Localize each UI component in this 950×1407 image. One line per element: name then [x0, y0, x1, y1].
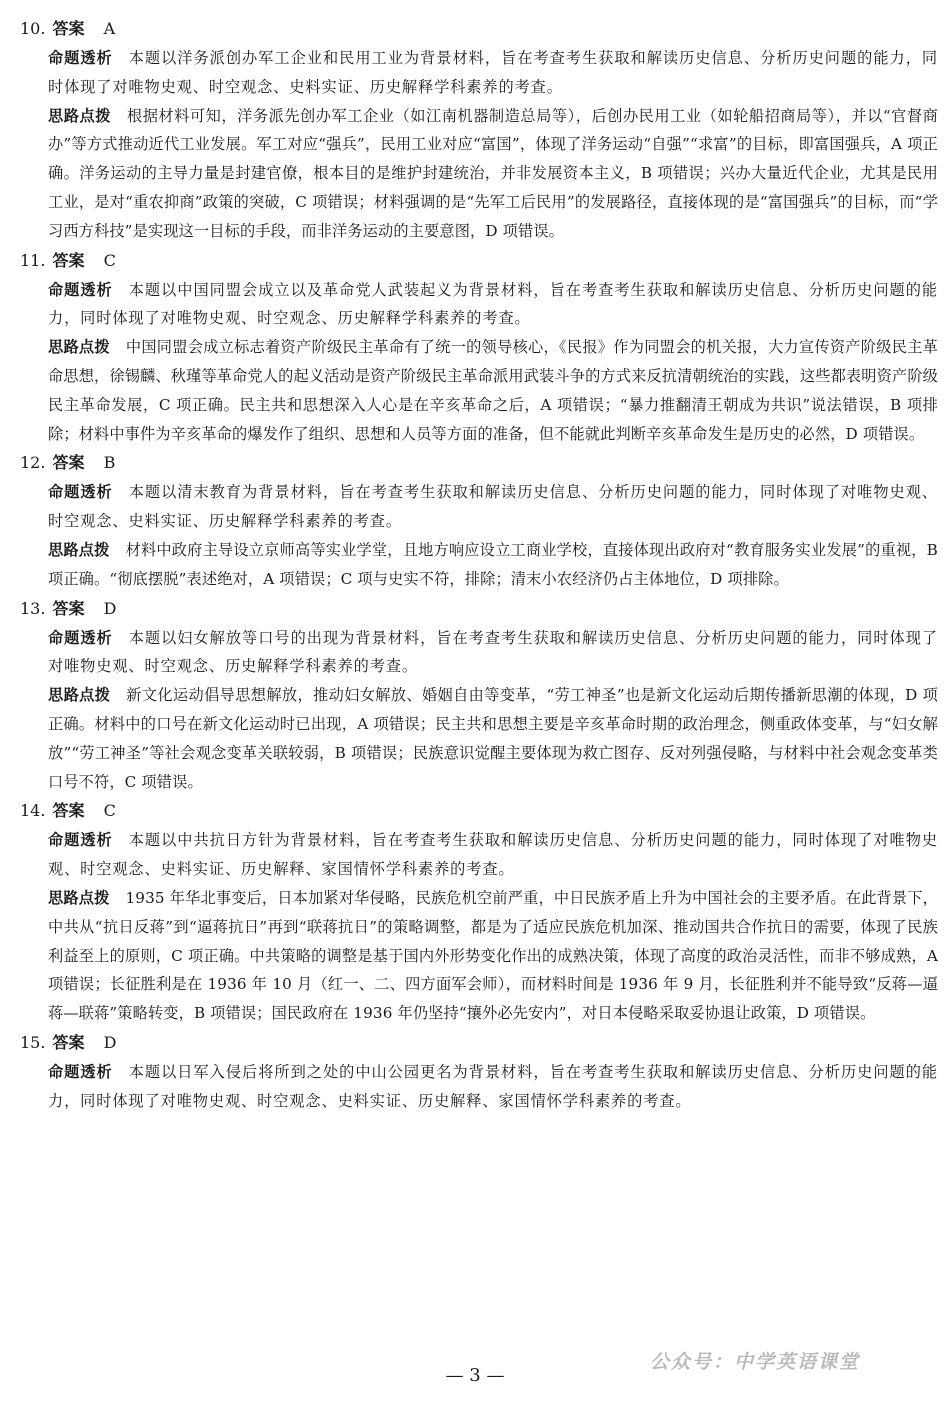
question-header [20, 246, 938, 276]
question-number: 12. [20, 453, 46, 473]
answer-label: 答案 [52, 250, 85, 270]
analysis-paragraph [48, 276, 938, 334]
analysis-text: 本题以洋务派创办军工企业和民用工业为背景材料，旨在考查考生获取和解读历史信息、分析历史问题的能力，同时体现了对唯物史观、时空观念、史料实证、历史解释学科素养的考查。 [48, 49, 938, 96]
analysis-paragraph [48, 1058, 938, 1116]
explanation-text: 1935 年华北事变后，日本加紧对华侵略，民族危机空前严重，中日民族矛盾上升为中国社会的主要矛盾。在此背景下，中共从“抗日反蒋”到“逼蒋抗日”再到“联蒋抗日”的策略调整，都是为了适应民族危机加深、推动国共合作抗日的需要，体现了民族利益至上的原则，C 项正确。中共策略的调整是基于国内外形势变化作出的成熟决策，体现了高度的政治灵活性，而非不够成熟，A 项错误；长征胜利是在 1936 年 10 月（红一、二、四方面军会师），而材料时间是 1936 年 9 月，长征胜利并不能导致“反蒋—逼蒋—联蒋”策略转变，B 项错误；国民政府在 1936 年仍坚持“攘外必先安内”，对日本侵略采取妥协退让政策，D 项错误。 [48, 888, 938, 1023]
analysis-label: 命题透析 [48, 49, 113, 67]
analysis-label: 命题透析 [48, 483, 113, 502]
analysis-text: 本题以清末教育为背景材料，旨在考查考生获取和解读历史信息、分析历史问题的能力，同时体现了对唯物史观、时空观念、史料实证、历史解释学科素养的考查。 [48, 483, 938, 531]
explanation-label: 思路点拨 [48, 888, 110, 907]
explanation-text: 材料中政府主导设立京师高等实业学堂，且地方响应设立工商业学校，直接体现出政府对“教育服务实业发展”的重视，B 项正确。“彻底摆脱”表述绝对，A 项错误；C 项与史实不符，排除；清末小农经济仍占主体地位，D 项排除。 [48, 540, 938, 588]
question-number: 14. [20, 801, 46, 821]
question-header [20, 796, 938, 826]
analysis-paragraph [48, 826, 938, 884]
watermark: 公众号：中学英语课堂 [649, 1351, 860, 1373]
question-header [20, 14, 938, 44]
explanation-text: 根据材料可知，洋务派先创办军工企业（如江南机器制造总局等），后创办民用工业（如轮船招商局等），并以“官督商办”等方式推动近代工业发展。军工对应“强兵”，民用工业对应“富国”，体现了洋务运动“自强”“求富”的目标，即富国强兵，A 项正确。洋务运动的主导力量是封建官僚，根本目的是维护封建统治，并非发展资本主义，B 项错误；兴办大量近代企业，尤其是民用工业，是对“重农抑商”政策的突破，C 项错误；材料强调的是“先军工后民用”的发展路径，直接体现的是“富国强兵”的目标，而“学习西方科技”是实现这一目标的手段，而非洋务运动的主要意图，D 项错误。 [48, 106, 938, 240]
answer-value: A [103, 19, 116, 38]
analysis-paragraph [48, 624, 938, 682]
answer-label: 答案 [52, 453, 85, 473]
page-number: — 3 — [445, 1365, 505, 1386]
explanation-paragraph [48, 536, 938, 594]
answer-value: B [103, 453, 116, 473]
explanation-paragraph [48, 333, 938, 448]
analysis-text: 本题以中共抗日方针为背景材料，旨在考查考生获取和解读历史信息、分析历史问题的能力，同时体现了对唯物史观、时空观念、史料实证、历史解释、家国情怀学科素养的考查。 [48, 831, 938, 879]
explanation-label: 思路点拨 [48, 338, 110, 357]
question-number: 11. [20, 250, 46, 270]
explanation-paragraph [48, 884, 938, 1028]
question-header [20, 594, 938, 624]
analysis-label: 命题透析 [48, 831, 113, 850]
question-10 [20, 14, 938, 246]
explanation-text: 中国同盟会成立标志着资产阶级民主革命有了统一的领导核心，《民报》作为同盟会的机关报，大力宣传资产阶级民主革命思想，徐锡麟、秋瑾等革命党人的起义活动是资产阶级民主革命派用武装斗争的方式来反抗清朝统治的实践，这些都表明资产阶级民主革命发展，C 项正确。民主共和思想深入人心是在辛亥革命之后，A 项错误；“暴力推翻清王朝成为共识”说法错误，B 项排除；材料中事件为辛亥革命的爆发作了组织、思想和人员等方面的准备，但不能就此判断辛亥革命发生是历史的必然，D 项错误。 [48, 338, 938, 443]
question-14 [20, 796, 938, 1028]
answer-value: C [103, 250, 116, 270]
explanation-text: 新文化运动倡导思想解放，推动妇女解放、婚姻自由等变革，“劳工神圣”也是新文化运动后期传播新思潮的体现，D 项正确。材料中的口号在新文化运动时已出现，A 项错误；民主共和思想主要是辛亥革命时期的政治理念，侧重政体变革，与“妇女解放”“劳工神圣”等社会观念变革关联较弱，B 项错误；民族意识觉醒主要体现为救亡图存、反对列强侵略，与材料中社会观念变革类口号不符，C 项错误。 [48, 686, 938, 791]
question-12 [20, 448, 938, 593]
question-13 [20, 594, 938, 797]
explanation-label: 思路点拨 [48, 106, 111, 125]
analysis-text: 本题以中国同盟会成立以及革命党人武装起义为背景材料，旨在考查考生获取和解读历史信息、分析历史问题的能力，同时体现了对唯物史观、时空观念、历史解释学科素养的考查。 [48, 280, 938, 328]
answer-label: 答案 [52, 598, 85, 618]
analysis-paragraph [48, 44, 938, 102]
analysis-label: 命题透析 [48, 1062, 113, 1081]
question-11 [20, 246, 938, 449]
analysis-text: 本题以日军入侵后将所到之处的中山公园更名为背景材料，旨在考查考生获取和解读历史信息、分析历史问题的能力，同时体现了对唯物史观、时空观念、史料实证、历史解释、家国情怀学科素养的考查。 [48, 1062, 938, 1110]
analysis-paragraph [48, 478, 938, 536]
answer-label: 答案 [52, 801, 85, 821]
answer-label: 答案 [52, 1032, 85, 1052]
answer-value: D [103, 1032, 117, 1052]
answer-value: D [103, 598, 117, 618]
answer-value: C [103, 801, 116, 821]
question-number: 13. [20, 598, 46, 618]
question-header [20, 1028, 938, 1058]
analysis-label: 命题透析 [48, 628, 113, 647]
question-number: 10. [20, 19, 46, 38]
explanation-paragraph [48, 681, 938, 796]
question-number: 15. [20, 1032, 46, 1052]
question-header [20, 448, 938, 478]
answer-list [20, 14, 938, 1116]
analysis-text: 本题以妇女解放等口号的出现为背景材料，旨在考查考生获取和解读历史信息、分析历史问题的能力，同时体现了对唯物史观、时空观念、历史解释学科素养的考查。 [48, 628, 938, 676]
answer-label: 答案 [52, 19, 85, 38]
page-footer [0, 1351, 950, 1393]
explanation-label: 思路点拨 [48, 686, 111, 705]
analysis-label: 命题透析 [48, 280, 113, 299]
explanation-label: 思路点拨 [48, 540, 110, 559]
question-15 [20, 1028, 938, 1116]
explanation-paragraph [48, 102, 938, 246]
